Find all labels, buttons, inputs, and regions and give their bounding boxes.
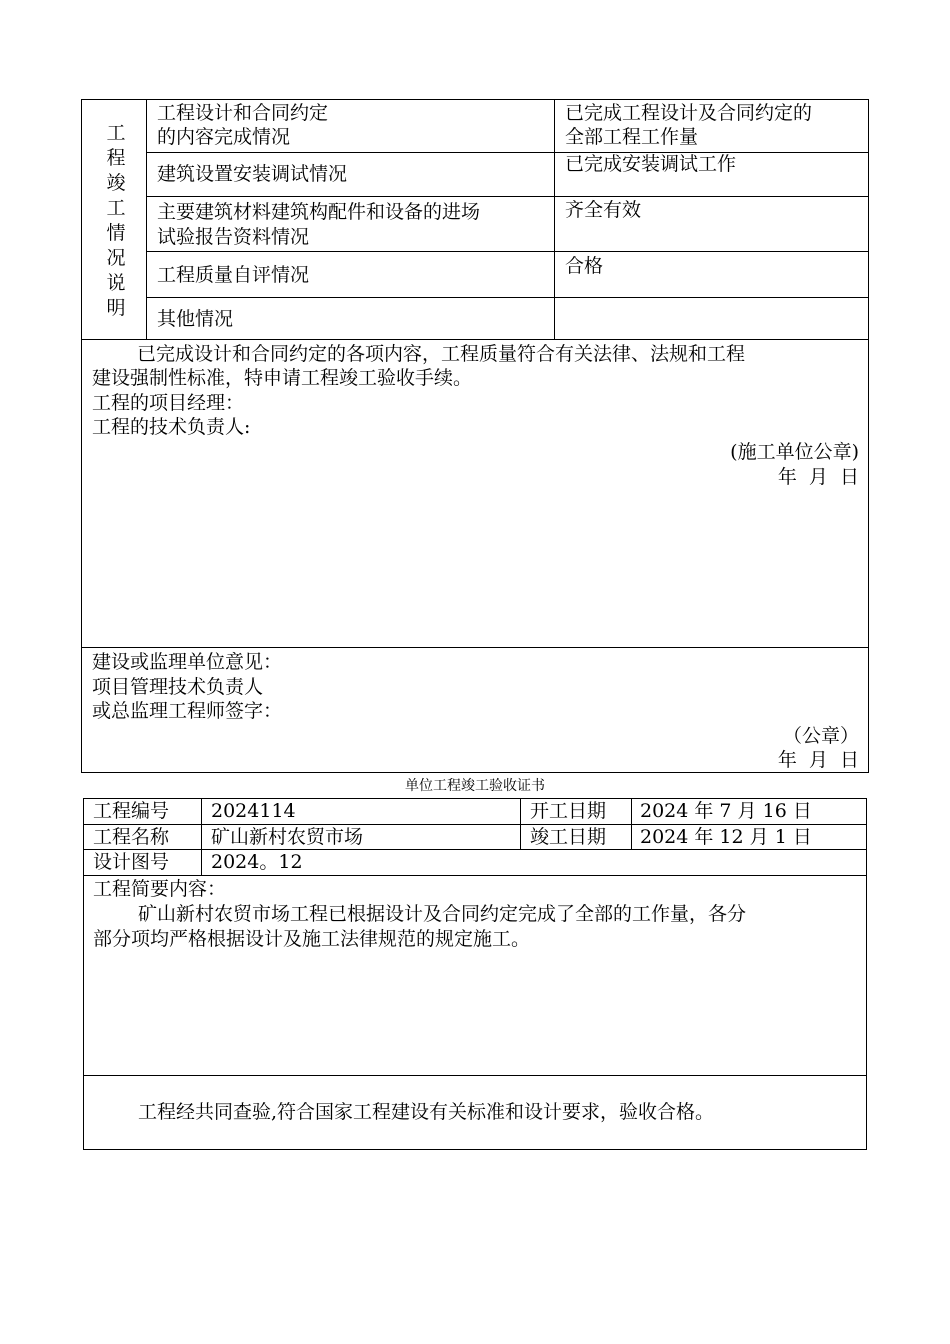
supervision-opinion-label: 建设或监理单位意见： xyxy=(92,651,283,673)
date-label: 年 月 日 xyxy=(777,466,859,488)
row-value-text: 已完成工程设计及合同约定的 xyxy=(565,102,813,124)
side-label-char: 况 xyxy=(106,247,126,269)
row-value-text: 全部工程工作量 xyxy=(565,126,699,148)
summary-text: 矿山新村农贸市场工程已根据设计及合同约定完成了全部的工作量，各分 xyxy=(138,903,747,925)
application-paragraph: 建设强制性标准，特申请工程竣工验收手续。 xyxy=(92,367,473,389)
drawing-number-label: 设计图号 xyxy=(93,851,170,873)
row-item-text: 建筑设置安装调试情况 xyxy=(157,163,348,185)
side-label-char: 情 xyxy=(106,222,126,244)
start-date-value: 2024 年 7 月 16 日 xyxy=(640,800,812,822)
side-label-char: 明 xyxy=(106,297,126,319)
row-value-text: 已完成安装调试工作 xyxy=(565,153,737,175)
project-manager-label: 工程的项目经理： xyxy=(92,392,245,414)
start-date-label: 开工日期 xyxy=(530,800,607,822)
supervision-seal-label: （公章） xyxy=(782,725,859,747)
row-value-text: 齐全有效 xyxy=(565,199,642,221)
technical-lead-label: 工程的技术负责人: xyxy=(92,416,251,438)
completion-date-value: 2024 年 12 月 1 日 xyxy=(640,826,812,848)
contractor-seal-label: (施工单位公章) xyxy=(730,441,859,463)
row-value-text: 合格 xyxy=(565,255,604,277)
side-label-char: 竣 xyxy=(106,172,126,194)
supervision-signer-label: 项目管理技术负责人 xyxy=(92,676,264,698)
application-paragraph: 已完成设计和合同约定的各项内容，工程质量符合有关法律、法规和工程 xyxy=(137,343,746,365)
project-number-value: 2024114 xyxy=(211,800,296,822)
project-name-value: 矿山新村农贸市场 xyxy=(211,826,364,848)
date-label: 年 月 日 xyxy=(777,749,859,771)
completion-date-label: 竣工日期 xyxy=(530,826,607,848)
certificate-title: 单位工程竣工验收证书 xyxy=(405,778,545,794)
row-item-text: 主要建筑材料建筑构配件和设备的进场 xyxy=(157,201,481,223)
supervision-signature-label: 或总监理工程师签字： xyxy=(92,700,283,722)
side-label-char: 工 xyxy=(106,197,126,219)
row-item-text: 试验报告资料情况 xyxy=(157,226,310,248)
row-item-text: 工程设计和合同约定 xyxy=(157,102,329,124)
side-label-char: 说 xyxy=(106,272,126,294)
project-number-label: 工程编号 xyxy=(93,800,170,822)
row-item-text: 其他情况 xyxy=(157,308,234,330)
drawing-number-value: 2024。12 xyxy=(211,851,303,873)
project-name-label: 工程名称 xyxy=(93,826,170,848)
acceptance-conclusion: 工程经共同查验,符合国家工程建设有关标准和设计要求，验收合格。 xyxy=(138,1101,715,1123)
side-label-char: 程 xyxy=(106,147,126,169)
row-item-text: 工程质量自评情况 xyxy=(157,264,310,286)
row-item-text: 的内容完成情况 xyxy=(157,126,291,148)
summary-label: 工程简要内容： xyxy=(93,878,227,900)
side-label-char: 工 xyxy=(106,122,126,144)
summary-text: 部分项均严格根据设计及施工法律规范的规定施工。 xyxy=(93,928,531,950)
